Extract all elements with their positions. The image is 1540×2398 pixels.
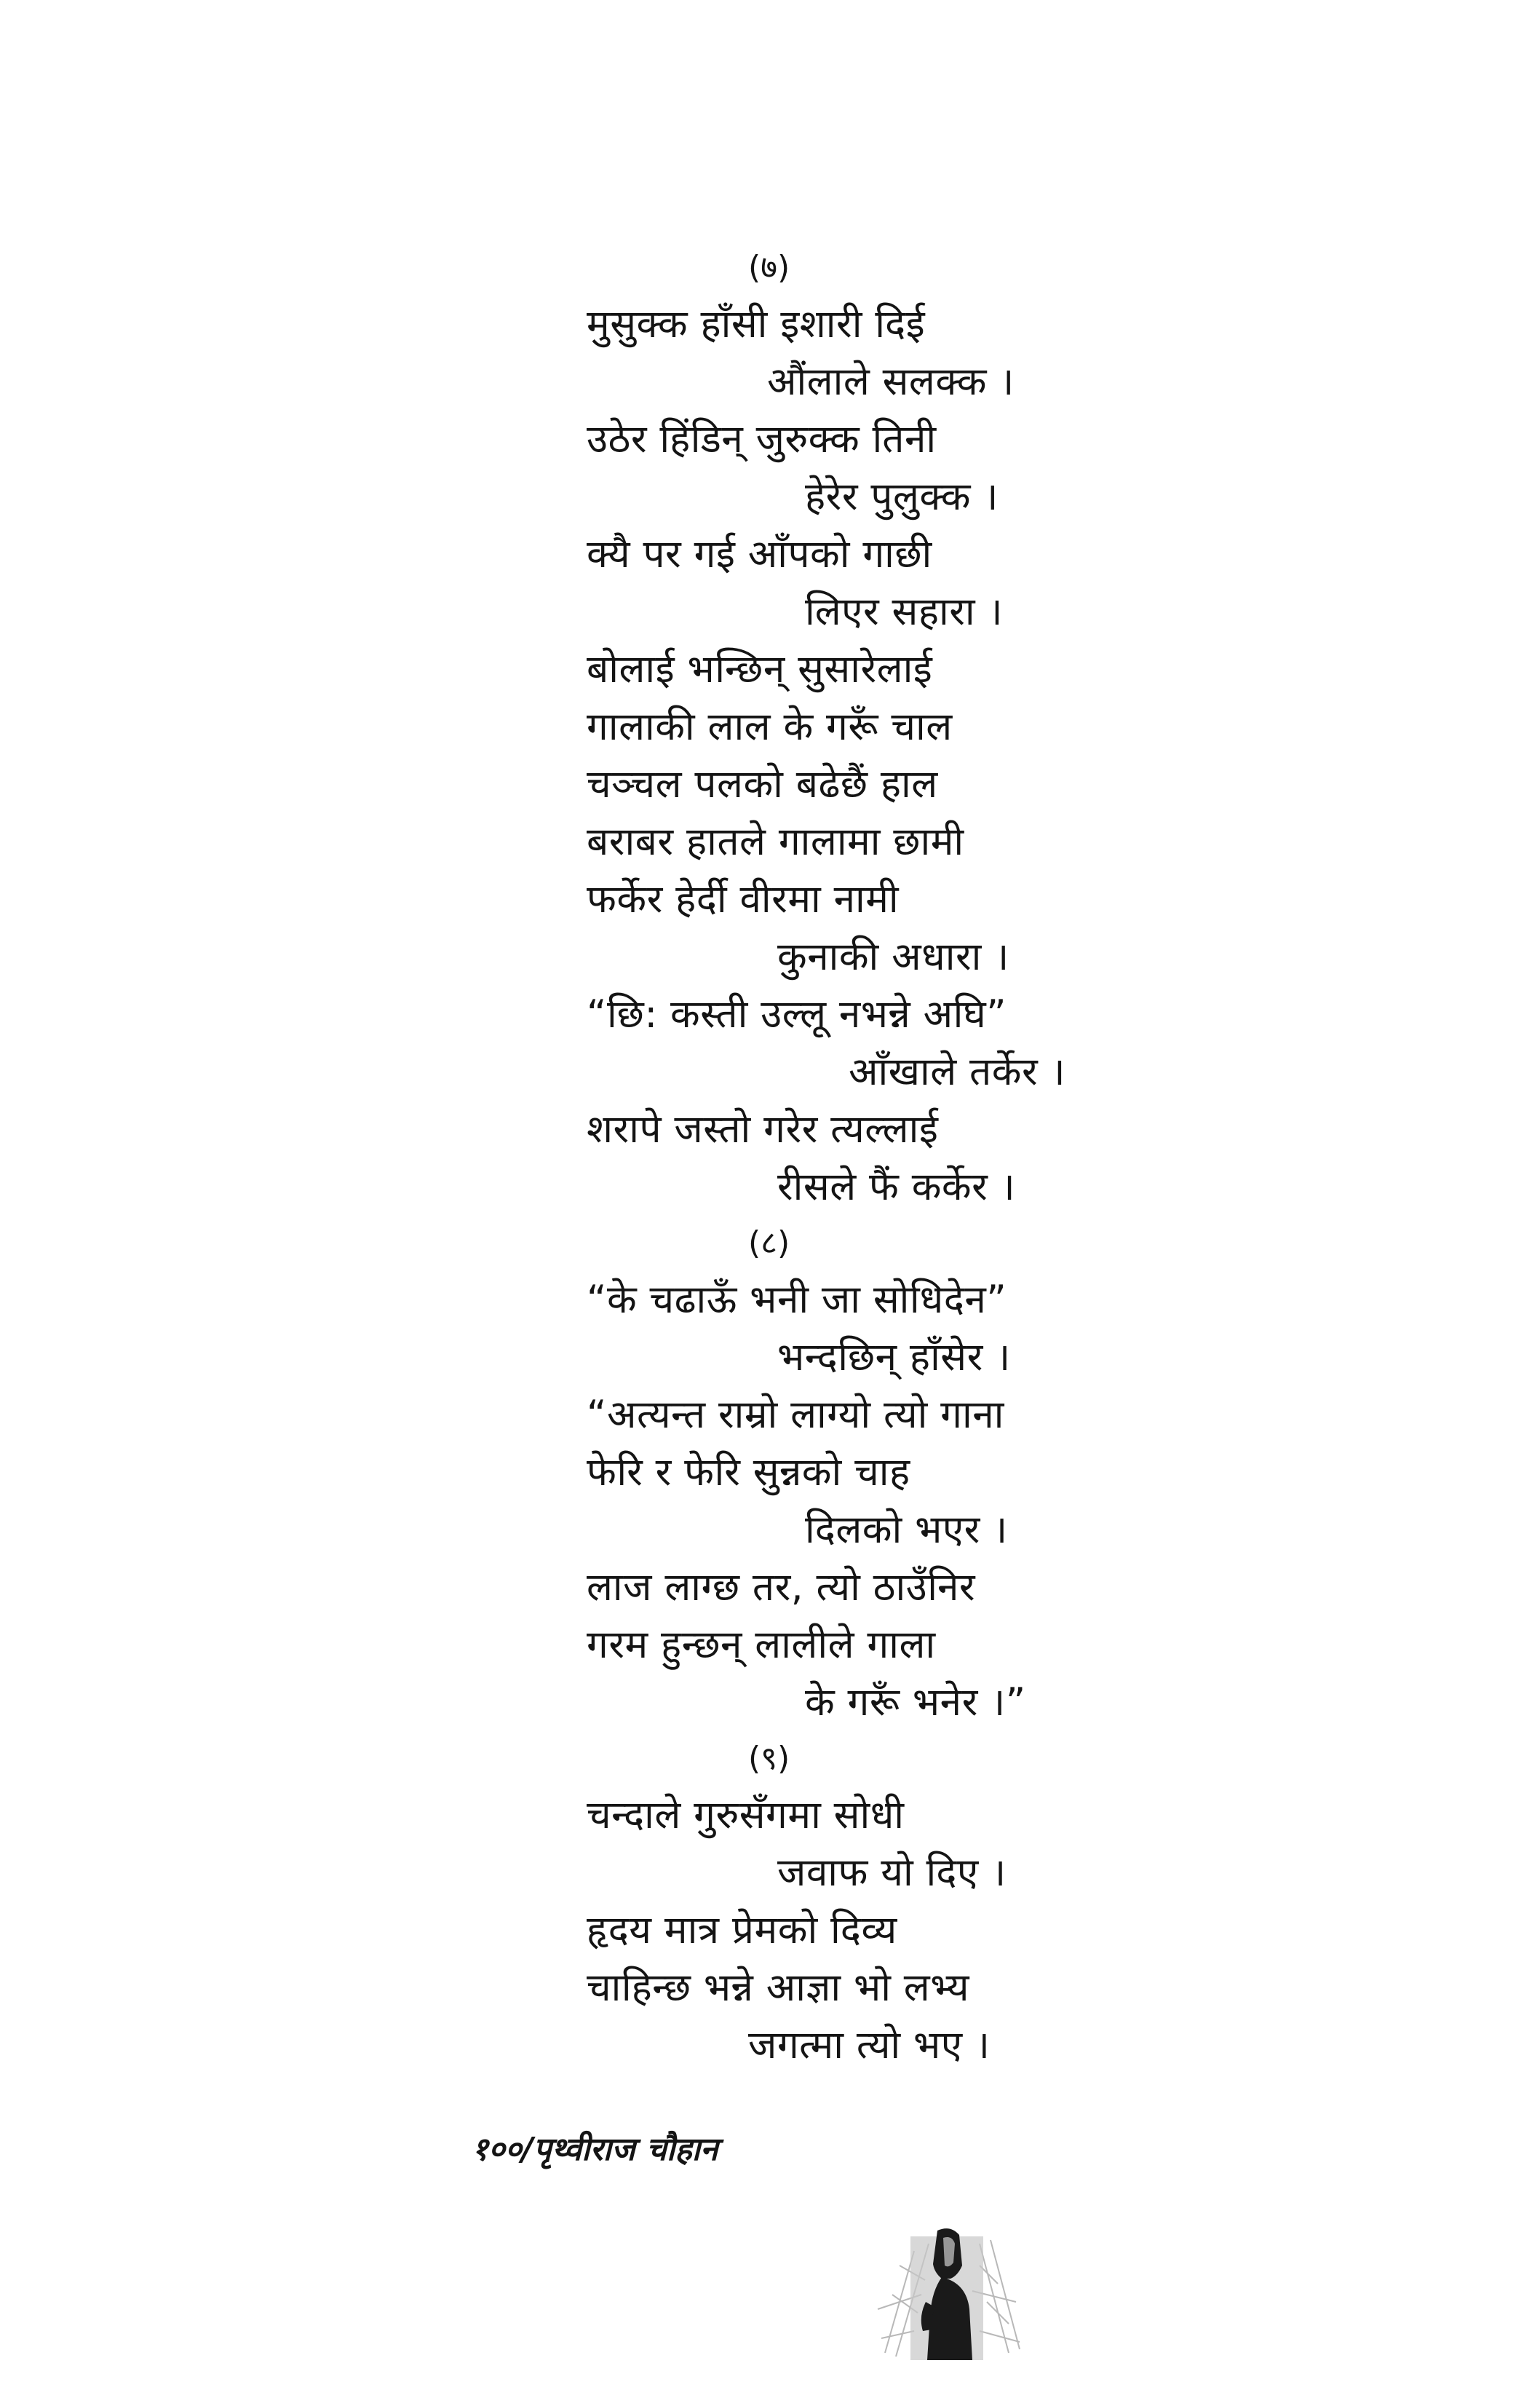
poem-line: जवाफ यो दिए । [777, 1851, 1007, 1895]
stanza-number: (७) [748, 249, 790, 286]
stanza-number: (८) [748, 1224, 790, 1262]
poem-line: फर्केर हेर्दी वीरमा नामी [587, 877, 900, 922]
poem-line: बराबर हातले गालामा छामी [587, 820, 964, 864]
poem-line: चञ्चल पलको बढेछैं हाल [587, 762, 938, 807]
poem-line: के गरूँ भनेर ।” [805, 1680, 1026, 1725]
poem-line: रीसले फैं कर्केर । [777, 1165, 1016, 1209]
poem-line: गालाकी लाल के गरूँ चाल [587, 705, 953, 749]
poem-line: हृदय मात्र प्रेमको दिव्य [587, 1908, 897, 1952]
poem-line: “अत्यन्त राम्रो लाग्यो त्यो गाना [587, 1393, 1004, 1437]
poem-line: फेरि र फेरि सुन्नको चाह [587, 1450, 910, 1495]
poem-line: दिलको भएर । [805, 1508, 1008, 1552]
poem-line: हेरेर पुलुक्क । [805, 475, 999, 519]
poem-line: भन्दछिन् हाँसेर । [777, 1335, 1011, 1380]
poem-line: चाहिन्छ भन्ने आज्ञा भो लभ्य [587, 1966, 969, 2010]
poem-line: मुसुक्क हाँसी इशारी दिई [587, 302, 926, 347]
figure-sketch-icon [870, 2222, 1026, 2365]
stanza-number: (९) [748, 1740, 790, 1777]
poem-line: उठेर हिंडिन् जुरुक्क तिनी [587, 417, 937, 462]
poem-line: कुनाकी अधारा । [777, 935, 1009, 979]
poem-line: जगत्मा त्यो भए । [748, 2023, 991, 2067]
poem-line: गरम हुन्छन् लालीले गाला [587, 1623, 936, 1667]
poem-line: औंलाले सलक्क । [767, 360, 1015, 404]
poem-line: शरापे जस्तो गरेर त्यल्लाई [587, 1107, 939, 1152]
poem-line: आँखाले तर्केर । [849, 1050, 1066, 1094]
poem-line: लाज लाग्छ तर, त्यो ठाउँनिर [587, 1565, 976, 1610]
poem-line: क्यै पर गई आँपको गाछी [587, 532, 932, 577]
page-footer: १००/पृथ्वीराज चौहान [472, 2131, 718, 2168]
poem-body [587, 240, 1096, 2074]
poem-line: “छि: कस्ती उल्लू नभन्ने अघि” [587, 992, 1007, 1037]
poem-line: चन्दाले गुरुसँगमा सोधी [587, 1793, 905, 1837]
poem-line: “के चढाऊँ भनी जा सोधिदेन” [587, 1278, 1007, 1322]
poem-line: लिएर सहारा । [805, 590, 1004, 634]
poem-line: बोलाई भन्छिन् सुसारेलाई [587, 647, 933, 692]
